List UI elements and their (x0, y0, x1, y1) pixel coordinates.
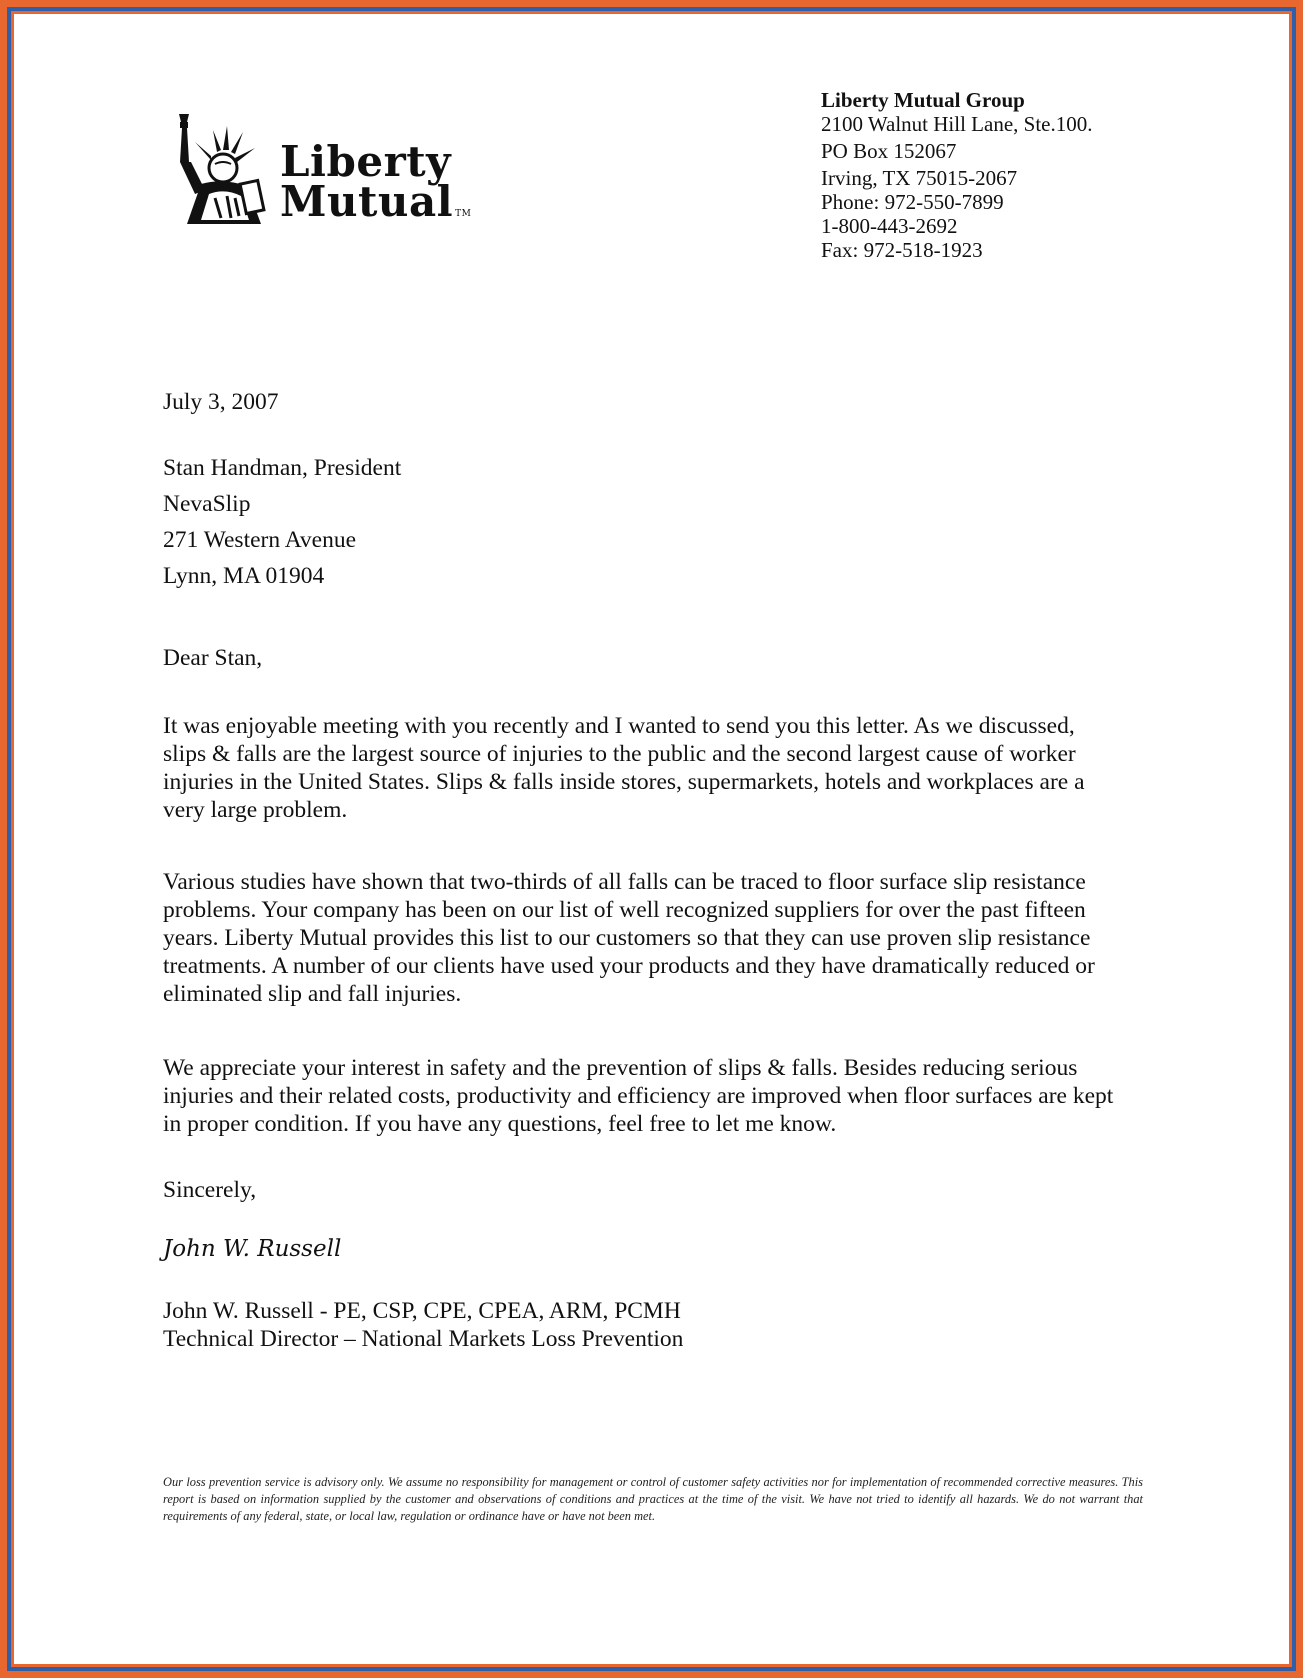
recipient-address (163, 450, 1123, 594)
paragraph-2: Various studies have shown that two-thirds of all falls can be traced to floor surface slip resistance problems. Your company has been on our list of well recognized suppliers for over the past fifteen years. Liberty Mutual provides this list to our customers so that they can use proven slip resistance treatments. A number of our clients have used your products and they have dramatically reduced or eliminated slip and fall injuries. (163, 869, 1095, 1007)
paragraph-3: We appreciate your interest in safety and the prevention of slips & falls. Besides reducing serious injuries and their related costs, productivity and efficiency are improved when floor surfaces are kept in proper condition. If you have any questions, feel free to let me know. (163, 1055, 1114, 1137)
logo-line1: Liberty (280, 137, 452, 186)
signer-name: John W. Russell - PE, CSP, CPE, CPEA, ARM, PCMH (163, 1298, 681, 1324)
salutation: Dear Stan, (163, 645, 263, 671)
company-name: Liberty Mutual Group (821, 88, 1025, 112)
street-address: 2100 Walnut Hill Lane, Ste.100. (821, 112, 1093, 136)
recipient-company: NevaSlip (163, 491, 251, 517)
statue-of-liberty-icon (165, 112, 275, 227)
handwritten-signature: John W. Russell (163, 1236, 342, 1262)
logo-trademark: TM (455, 209, 472, 219)
phone-number: Phone: 972-550-7899 (821, 190, 1004, 214)
recipient-street: 271 Western Avenue (163, 527, 357, 553)
fax-number: Fax: 972-518-1923 (821, 238, 983, 262)
recipient-city: Lynn, MA 01904 (163, 563, 325, 589)
po-box: PO Box 152067 (821, 139, 957, 163)
paragraph-1: It was enjoyable meeting with you recently and I wanted to send you this letter. As we discussed, slips & falls are the largest source of injuries to the public and the second largest cause of worker injuries in the United States. Slips & falls inside stores, supermarkets, hotels and workplaces are a very large problem. (163, 713, 1085, 823)
signer-title: Technical Director – National Markets Loss Prevention (163, 1326, 684, 1352)
logo-wordmark (280, 137, 472, 234)
logo-line2: Mutual (280, 177, 454, 226)
city-state-zip: Irving, TX 75015-2067 (821, 166, 1018, 190)
recipient-name: Stan Handman, President (163, 455, 402, 481)
liberty-mutual-logo (165, 112, 485, 232)
disclaimer-text: Our loss prevention service is advisory only. We assume no responsibility for management or control of customer safety activities nor for implementation of recommended corrective measures. This report is based on information supplied by the customer and observations of conditions and practices at the time of the visit. We have not tried to identify all hazards. We do not warrant that requirements of any federal, state, or local law, regulation or ordinance have or have not been met. (163, 1475, 1143, 1523)
sender-address (821, 88, 1092, 262)
toll-free-number: 1-800-443-2692 (821, 214, 958, 238)
signature-block (163, 1297, 1123, 1353)
letter-date: July 3, 2007 (163, 389, 279, 415)
closing: Sincerely, (163, 1177, 257, 1203)
page-border-innermost (11, 11, 1292, 1667)
